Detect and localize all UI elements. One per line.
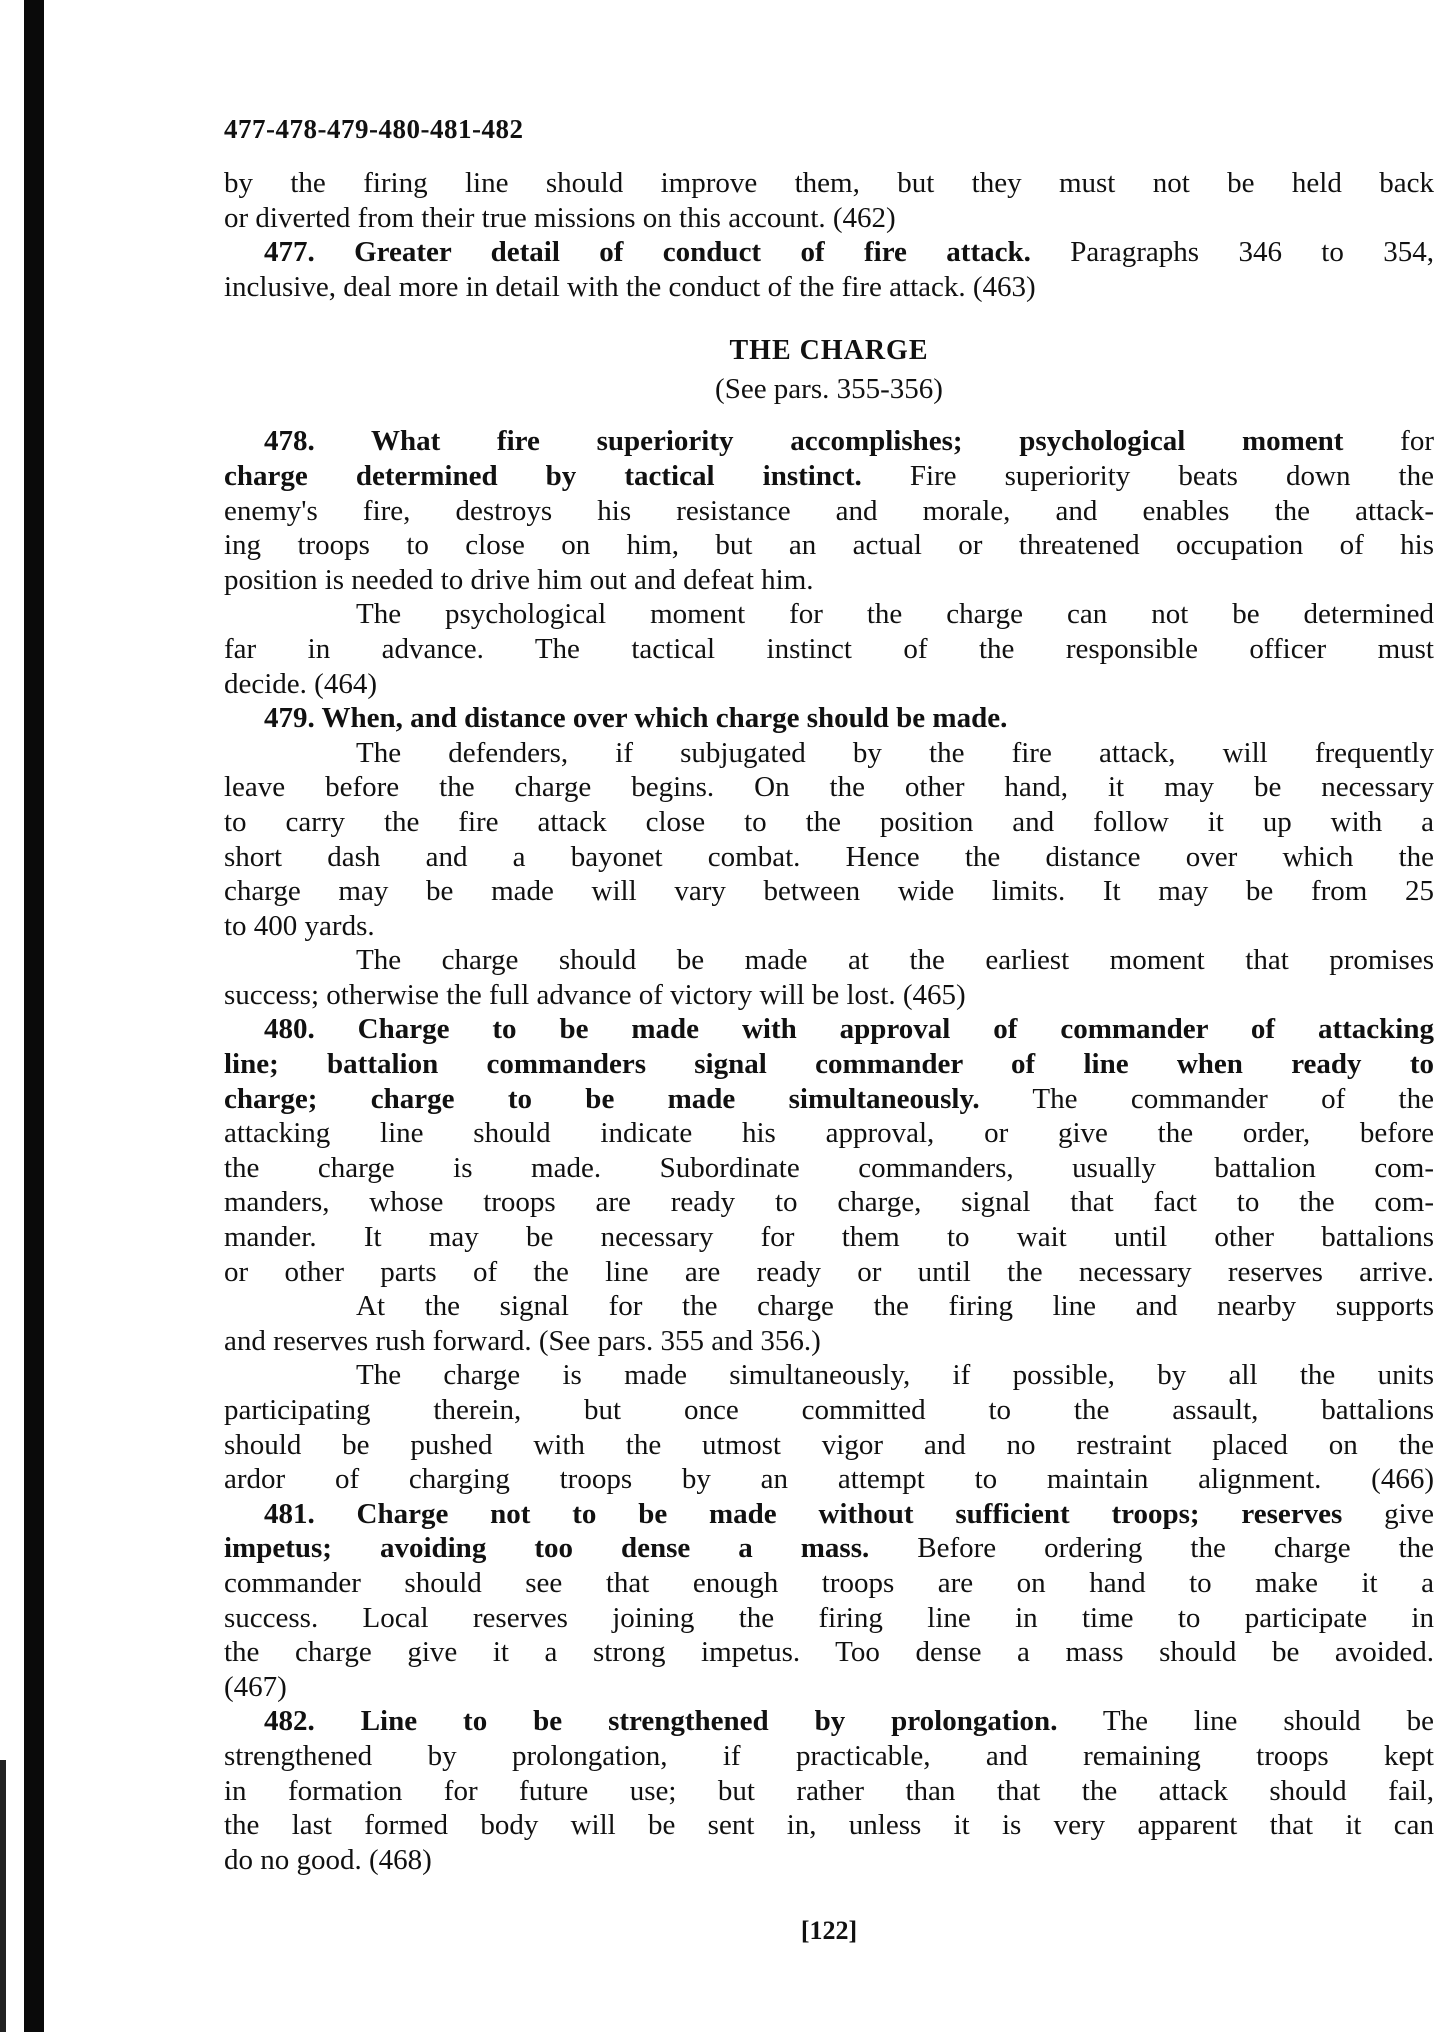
- text-run: mander. It may be necessary for them to wait until other battalions: [224, 1221, 1434, 1254]
- text-run: give: [1342, 1497, 1434, 1530]
- text-run: participating therein, but once committed to the assault, battalions: [224, 1394, 1434, 1426]
- text-line: [224, 978, 1434, 1013]
- text-line: [224, 459, 1434, 494]
- text-run: to carry the fire attack close to the position and follow it up with a: [224, 805, 1434, 838]
- text-line: [224, 1531, 1434, 1566]
- text-line: [224, 528, 1434, 563]
- text-run: charge may be made will vary between wide limits. It may be from 25: [224, 875, 1434, 908]
- text-line: [224, 1497, 1434, 1532]
- section-heading: [224, 334, 1434, 372]
- text-run: At the signal for the charge the firing line and nearby supports: [356, 1290, 1434, 1323]
- bold-run: 479. When, and distance over which charge should be made.: [264, 702, 1008, 735]
- text-line: [224, 1324, 1434, 1359]
- text-line: [224, 1151, 1434, 1186]
- text-run: by the firing line should improve them, but they must not be held back: [224, 167, 1434, 199]
- bold-run: 480. Charge to be made with approval of commander of attacking: [264, 1013, 1434, 1046]
- text-run: or diverted from their true missions on this account. (462): [224, 201, 896, 234]
- text-line: [224, 1739, 1434, 1774]
- text-line: [224, 1808, 1434, 1843]
- text-line: [224, 1047, 1434, 1082]
- text-run: The charge is made simultaneously, if possible, by all the units: [356, 1359, 1434, 1392]
- text-run: manders, whose troops are ready to charge, signal that fact to the com-: [224, 1186, 1434, 1219]
- text-line: [224, 1462, 1434, 1497]
- text-run: The line should be: [1057, 1705, 1434, 1738]
- text-line: [224, 805, 1434, 840]
- text-line: [224, 424, 1434, 459]
- text-run: success. Local reserves joining the firing line in time to participate in: [224, 1601, 1434, 1634]
- text-run: success; otherwise the full advance of victory will be lost. (465): [224, 978, 966, 1011]
- text-run: ing troops to close on him, but an actual or threatened occupation of his: [224, 529, 1434, 562]
- bold-run: line; battalion commanders signal commander of line when ready to: [224, 1048, 1434, 1081]
- text-run: short dash and a bayonet combat. Hence the distance over which the: [224, 840, 1434, 873]
- bold-run: charge; charge to be made simultaneously.: [224, 1082, 980, 1115]
- text-run: decide. (464): [224, 667, 377, 700]
- text-line: [224, 1289, 1434, 1324]
- text-line: [224, 1116, 1434, 1151]
- text-run: The defenders, if subjugated by the fire attack, will frequently: [356, 736, 1434, 769]
- text-run: should be pushed with the utmost vigor and no restraint placed on the: [224, 1428, 1434, 1461]
- text-line: [224, 1566, 1434, 1601]
- text-line: [224, 667, 1434, 702]
- text-line: [224, 235, 1434, 270]
- text-line: [224, 1774, 1434, 1809]
- text-run: (467): [224, 1670, 287, 1703]
- text-line: [224, 1704, 1434, 1739]
- text-run: the charge give it a strong impetus. Too dense a mass should be avoided.: [224, 1636, 1434, 1669]
- text-line: [224, 1670, 1434, 1705]
- text-line: [224, 1185, 1434, 1220]
- text-line: [224, 736, 1434, 771]
- text-run: the charge is made. Subordinate commanders, usually battalion com-: [224, 1151, 1434, 1184]
- text-run: the last formed body will be sent in, unless it is very apparent that it can: [224, 1809, 1434, 1842]
- text-run: THE CHARGE: [729, 335, 929, 367]
- text-line: [224, 632, 1434, 667]
- section-subheading: [224, 372, 1434, 412]
- text-run: or other parts of the line are ready or until the necessary reserves arrive.: [224, 1255, 1434, 1288]
- text-line: [224, 874, 1434, 909]
- text-run: inclusive, deal more in detail with the conduct of the fire attack. (463): [224, 270, 1036, 303]
- text-line: [224, 1635, 1434, 1670]
- text-run: ardor of charging troops by an attempt to maintain alignment. (466): [224, 1463, 1434, 1496]
- text-run: position is needed to drive him out and defeat him.: [224, 563, 814, 596]
- binding-edge-shadow: [0, 1760, 6, 2032]
- page-number: [122]: [800, 1916, 858, 1945]
- bold-run: 482. Line to be strengthened by prolongation.: [264, 1705, 1058, 1738]
- text-run: Fire superiority beats down the: [861, 459, 1434, 492]
- text-run: The charge should be made at the earliest moment that promises: [356, 944, 1434, 977]
- bold-run: 477. Greater detail of conduct of fire attack.: [264, 236, 1031, 269]
- bold-run: impetus; avoiding too dense a mass.: [224, 1532, 870, 1565]
- text-run: The psychological moment for the charge can not be determined: [356, 598, 1434, 631]
- text-run: do no good. (468): [224, 1843, 432, 1876]
- text-run: for: [1343, 425, 1434, 458]
- bold-run: 478. What fire superiority accomplishes; psychological moment: [264, 425, 1344, 458]
- text-line: [224, 1082, 1434, 1117]
- text-run: The commander of the: [979, 1082, 1434, 1115]
- text-run: far in advance. The tactical instinct of the responsible officer must: [224, 632, 1434, 665]
- binding-edge: [24, 0, 44, 2032]
- text-line: [224, 909, 1434, 944]
- text-run: leave before the charge begins. On the other hand, it may be necessary: [224, 771, 1434, 804]
- text-line: [224, 1255, 1434, 1290]
- text-line: [224, 1843, 1434, 1878]
- text-line: [224, 201, 1434, 236]
- text-line: [224, 701, 1434, 736]
- running-head: 477-478-479-480-481-482: [224, 114, 524, 144]
- text-run: (See pars. 355-356): [715, 373, 943, 406]
- text-line: [224, 270, 1434, 305]
- bold-run: charge determined by tactical instinct.: [224, 459, 862, 492]
- text-line: [224, 166, 1434, 201]
- text-run: in formation for future use; but rather than that the attack should fail,: [224, 1774, 1434, 1807]
- text-run: Paragraphs 346 to 354,: [1030, 236, 1434, 269]
- text-line: [224, 1012, 1434, 1047]
- page-body: [224, 166, 1434, 1877]
- text-line: [224, 1601, 1434, 1636]
- text-line: [224, 1393, 1434, 1428]
- bold-run: 481. Charge not to be made without sufficient troops; reserves: [264, 1497, 1343, 1530]
- text-line: [224, 1220, 1434, 1255]
- text-line: [224, 943, 1434, 978]
- text-run: commander should see that enough troops are on hand to make it a: [224, 1566, 1434, 1599]
- text-line: [224, 1358, 1434, 1393]
- text-line: [224, 770, 1434, 805]
- text-run: attacking line should indicate his approval, or give the order, before: [224, 1117, 1434, 1150]
- text-line: [224, 563, 1434, 598]
- text-line: [224, 494, 1434, 529]
- text-run: enemy's fire, destroys his resistance and morale, and enables the attack-: [224, 494, 1434, 527]
- text-line: [224, 840, 1434, 875]
- text-run: and reserves rush forward. (See pars. 355 and 356.): [224, 1324, 821, 1357]
- text-run: Before ordering the charge the: [869, 1532, 1434, 1565]
- text-line: [224, 1428, 1434, 1463]
- text-run: to 400 yards.: [224, 909, 375, 942]
- text-run: strengthened by prolongation, if practicable, and remaining troops kept: [224, 1739, 1434, 1772]
- text-line: [224, 597, 1434, 632]
